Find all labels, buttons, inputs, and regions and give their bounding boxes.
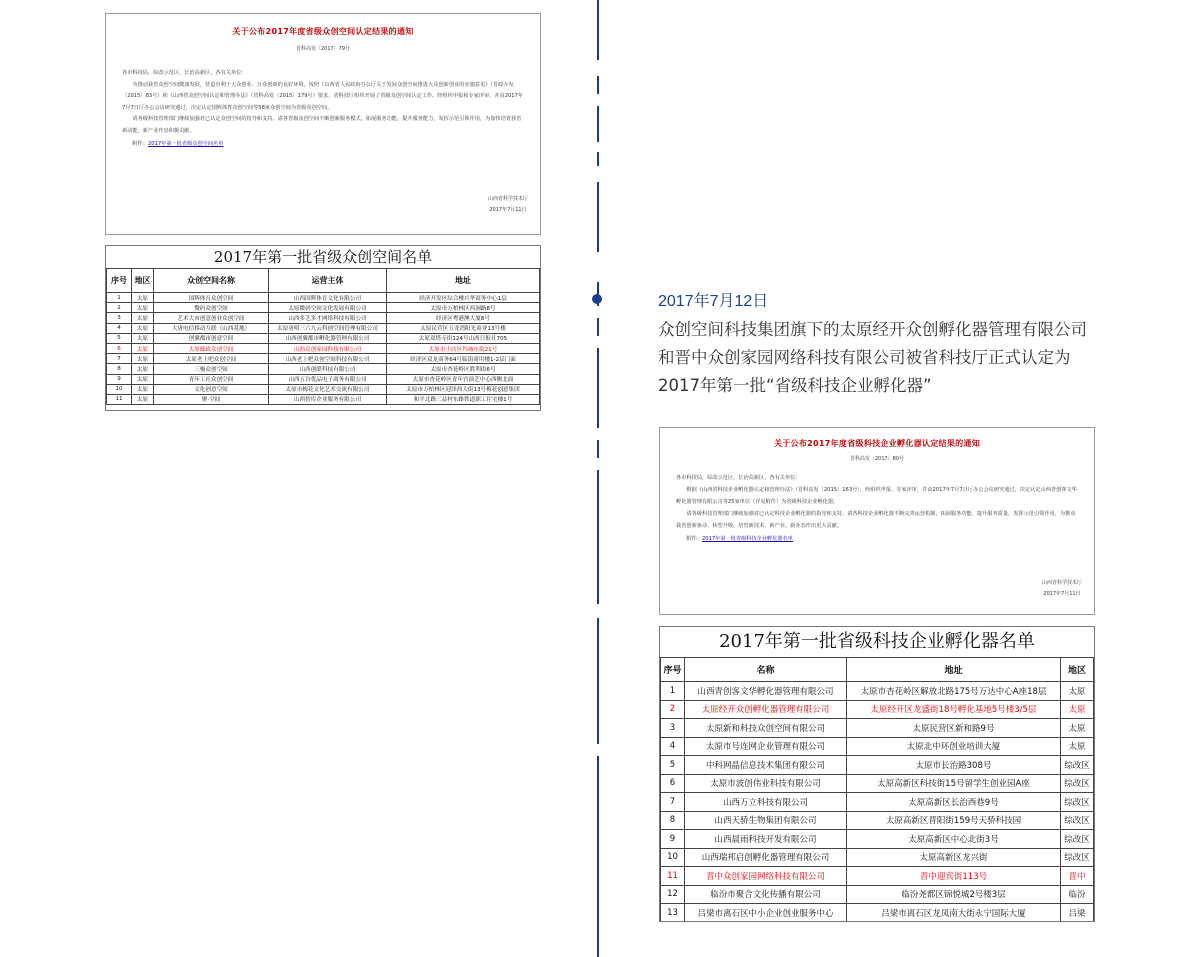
notice-reference: 晋科高发〔2017〕80号 xyxy=(849,456,905,462)
table-cell: 太原 xyxy=(132,354,154,364)
table-cell: 太原双塔寺街124号山西日报社705 xyxy=(387,333,540,343)
table-cell: 3 xyxy=(107,313,132,323)
table-cell: 山西青创客文华孵化器管理有限公司 xyxy=(685,682,847,701)
table-cell: 6 xyxy=(107,343,132,353)
table-cell: 聚·空间 xyxy=(154,394,269,404)
table-cell: 太原 xyxy=(1061,682,1094,701)
table-cell: 经济区粤港澳大厦8号 xyxy=(387,313,540,323)
timeline-date: 2017年7月12日 xyxy=(658,293,769,310)
table-row xyxy=(107,394,540,404)
table-cell: 晋中 xyxy=(1061,867,1094,886)
table-cell: 临汾 xyxy=(1061,885,1094,904)
timeline-gap xyxy=(595,94,601,106)
table-cell: 太原市杏花岭区青年宫演艺中心西侧北面 xyxy=(387,374,540,384)
notice-greeting: 各市科技局，综改示范区，长治高新区，各有关单位： xyxy=(676,475,801,481)
table-row xyxy=(661,719,1094,738)
timeline-dot xyxy=(592,294,602,304)
attachment-link[interactable]: 2017年第一批省级科技企业孵化器名单 xyxy=(701,536,793,542)
table-row xyxy=(107,374,540,384)
table-cell: 太原新和科技众创空间有限公司 xyxy=(685,719,847,738)
table-row xyxy=(661,682,1094,701)
description-line: 众创空间科技集团旗下的太原经开众创孵化器管理有限公司 xyxy=(658,320,1087,339)
table-cell: 太原民营区新和路9号 xyxy=(847,719,1061,738)
timeline-gap xyxy=(595,604,601,618)
notice-title: 关于公布2017年度省级众创空间认定结果的通知 xyxy=(232,27,414,36)
table-row xyxy=(107,343,540,353)
description-line: 2017年第一批“省级科技企业孵化器” xyxy=(658,376,932,395)
table-left xyxy=(105,245,541,411)
column-header: 地区 xyxy=(1061,658,1094,682)
table-cell: 太原 xyxy=(132,333,154,343)
table-cell: 10 xyxy=(661,848,685,867)
table-cell: 太原北中环创业培训大厦 xyxy=(847,737,1061,756)
sign-org: 山西省科学技术厅 xyxy=(1041,580,1082,586)
notice-reference: 晋科高发〔2017〕79号 xyxy=(295,46,351,52)
notice-attachment: 附件：2017年第一批省级科技企业孵化器名单 xyxy=(686,536,793,542)
table-cell: 山西五谷优品电子商务有限公司 xyxy=(269,374,387,384)
table-title: 2017年第一批省级科技企业孵化器名单 xyxy=(719,631,1035,652)
table-cell: 太原 xyxy=(132,313,154,323)
table-cell: 山西老上吧众创空间科技有限公司 xyxy=(269,354,387,364)
notice-body xyxy=(676,472,1078,532)
table-cell: 太原市万柏林区迎泽西大街13号梅花创意集团 xyxy=(387,384,540,394)
table-cell: 山西天骄生物集团有限公司 xyxy=(685,811,847,830)
notice-signature xyxy=(1042,578,1082,600)
table-cell: 山西众创家园科技有限公司 xyxy=(269,343,387,353)
table-cell: 吕梁市离石区中小企业创业服务中心 xyxy=(685,904,847,923)
table-cell: 太原市杏花岭区解放北路175号万达中心A座18层 xyxy=(847,682,1061,701)
table-cell: 太原 xyxy=(132,384,154,394)
table-cell: 太原 xyxy=(1061,719,1094,738)
table-cell: 9 xyxy=(661,830,685,849)
table-row xyxy=(661,756,1094,775)
table-cell: 太原 xyxy=(132,323,154,333)
column-header: 序号 xyxy=(661,658,685,682)
table-cell: 和平北路三益村东路铁道职工住宅楼1号 xyxy=(387,394,540,404)
table-cell: 青年工社众创空间 xyxy=(154,374,269,384)
table-cell: 太原老上吧众创空间 xyxy=(154,354,269,364)
table-row xyxy=(107,364,540,374)
table-cell: 综改区 xyxy=(1061,811,1094,830)
column-header: 地址 xyxy=(847,658,1061,682)
notice-paragraph: 为推动我省众创空间健康发展，营造有利于大众创业、万众创新的良好环境，按照《山西省人民政府办公厅关于发展众创空间推进大众创新创业的实施意见》（晋政办发〔2015〕83号）和《山西省众创空间认定和管理办法》（晋科高发〔2015〕179号）要求，省科技厅组织开展了省级众创空间认定工作。经组织申报和专家评审，并由2017年7月7日厅办公会议研究通过，决定认定国辉体育众创空间等58家众创空间为省级众创空间。 xyxy=(122,81,524,111)
table-cell: 山西晨雨科技开发有限公司 xyxy=(685,830,847,849)
sign-date: 2017年7月11日 xyxy=(489,207,527,213)
table-row xyxy=(107,354,540,364)
table-cell: 综改区 xyxy=(1061,774,1094,793)
table-row xyxy=(661,848,1094,867)
table-cell: 中科网晶信息技术集团有限公司 xyxy=(685,756,847,775)
notice-paragraph: 请各级科技管理部门继续加强对已认定科技企业孵化器的指导和支持。请各科技企业孵化器不断完善运营机制，拓展服务功能，提升服务质量，发挥示范引领作用，为推动我省创新驱动、转型升级，培育新技术、新产业、新业态作出更大贡献。 xyxy=(676,511,1076,529)
table-row xyxy=(661,830,1094,849)
table-cell: 太原市小店区坞城东街21号 xyxy=(387,343,540,353)
table-cell: 9 xyxy=(107,374,132,384)
table-cell: 太原市杏花岭区胜利街6号 xyxy=(387,364,540,374)
table-cell: 微码众创空间 xyxy=(154,303,269,313)
timeline-description xyxy=(658,316,1148,400)
table-cell: 2 xyxy=(107,303,132,313)
table-cell: 大唐电信移动互联（山西基地） xyxy=(154,323,269,333)
table-cell: 5 xyxy=(107,333,132,343)
table-cell: 6 xyxy=(661,774,685,793)
table-cell: 山西多艺多才网络科技有限公司 xyxy=(269,313,387,323)
table-row xyxy=(107,293,540,303)
table-cell: 临汾尧都区锦悦城2号楼3层 xyxy=(847,885,1061,904)
table-cell: 2 xyxy=(661,700,685,719)
table-row xyxy=(661,885,1094,904)
table-cell: 太原 xyxy=(132,343,154,353)
notice-attachment: 附件：2017年第一批省级众创空间名单 xyxy=(132,141,224,147)
table-row xyxy=(107,313,540,323)
table-cell: 太原市万柏林区西涧路8号 xyxy=(387,303,540,313)
column-header: 众创空间名称 xyxy=(154,269,269,293)
notice-title: 关于公布2017年度省级科技企业孵化器认定结果的通知 xyxy=(773,439,981,448)
attachment-link[interactable]: 2017年第一批省级众创空间名单 xyxy=(147,141,224,147)
table-cell: 太原经开众创孵化器管理有限公司 xyxy=(685,700,847,719)
timeline-gap xyxy=(595,306,601,318)
table-cell: 山西创联科技有限公司 xyxy=(269,364,387,374)
table-row xyxy=(107,303,540,313)
timeline-gap xyxy=(595,60,601,76)
table-cell: 经济区双龙商务64号临街商用楼1-2层门面 xyxy=(387,354,540,364)
table-cell: 吕梁 xyxy=(1061,904,1094,923)
table-row xyxy=(661,793,1094,812)
table-cell: 吕梁市离石区龙凤南大街永宁国际大厦 xyxy=(847,904,1061,923)
table-cell: 艺术大市创意创业众创空间 xyxy=(154,313,269,323)
notice-paragraph: 请各级科技管理部门继续加强对已认定众创空间的指导和支持。请各省级众创空间不断创新服务模式，拓展服务功能，提升服务能力，发挥示范引领作用，为加快培育我省新动能，新产业作出积极贡献。 xyxy=(122,116,522,134)
column-header: 地区 xyxy=(132,269,154,293)
timeline-gap xyxy=(595,744,601,756)
table-cell: 7 xyxy=(661,793,685,812)
timeline-gap xyxy=(595,252,601,282)
table-cell: 创翼都市创意空间 xyxy=(154,333,269,343)
table-cell: 4 xyxy=(107,323,132,333)
table-row xyxy=(661,904,1094,923)
table-cell: 太原经开区龙盛街18号孵化基地5号楼3/5层 xyxy=(847,700,1061,719)
table-cell: 太原高新区龙兴街 xyxy=(847,848,1061,867)
description-line: 和晋中众创家园网络科技有限公司被省科技厅正式认定为 xyxy=(658,348,1071,367)
timeline-gap xyxy=(595,428,601,440)
table-cell: 太原市号连网企业管理有限公司 xyxy=(685,737,847,756)
notice-greeting: 各市科技局，综改示范区，长治高新区，各有关单位： xyxy=(122,70,247,76)
table-cell: 晋中众创家园网络科技有限公司 xyxy=(685,867,847,886)
table-right xyxy=(659,626,1095,922)
table-cell: 5 xyxy=(661,756,685,775)
table-cell: 太原市波创伟业科技有限公司 xyxy=(685,774,847,793)
table-cell: 10 xyxy=(107,384,132,394)
table-cell: 11 xyxy=(661,867,685,886)
table-cell: 经济开发区综合楼兴华商务中心1层 xyxy=(387,293,540,303)
notice-right-document xyxy=(659,427,1095,615)
notice-body xyxy=(122,68,524,137)
table-cell: 太原 xyxy=(1061,700,1094,719)
table-cell: 太原 xyxy=(132,374,154,384)
table-row xyxy=(661,867,1094,886)
table-title: 2017年第一批省级众创空间名单 xyxy=(213,248,433,266)
table-cell: 1 xyxy=(661,682,685,701)
table-cell: 4 xyxy=(661,737,685,756)
sign-date: 2017年7月11日 xyxy=(1043,591,1081,597)
table-cell: 7 xyxy=(107,354,132,364)
data-table xyxy=(660,657,1094,922)
table-cell: 综改区 xyxy=(1061,848,1094,867)
table-cell: 山西瑞邦启创孵化器管理有限公司 xyxy=(685,848,847,867)
table-cell: 综改区 xyxy=(1061,830,1094,849)
table-cell: 综改区 xyxy=(1061,793,1094,812)
table-cell: 13 xyxy=(661,904,685,923)
table-cell: 太原 xyxy=(1061,737,1094,756)
table-cell: 太原市梅花文化艺术交流有限公司 xyxy=(269,384,387,394)
table-cell: 太原高新区长治西巷9号 xyxy=(847,793,1061,812)
table-cell: 太原 xyxy=(132,303,154,313)
table-cell: 国辉体育众创空间 xyxy=(154,293,269,303)
table-row xyxy=(661,737,1094,756)
table-cell: 太原高新区晋阳街159号天骄科技园 xyxy=(847,811,1061,830)
table-cell: 12 xyxy=(661,885,685,904)
table-cell: 临汾市聚合文化传播有限公司 xyxy=(685,885,847,904)
table-cell: 1 xyxy=(107,293,132,303)
table-row xyxy=(661,700,1094,719)
table-cell: 山西国辉体育文化有限公司 xyxy=(269,293,387,303)
table-cell: 11 xyxy=(107,394,132,404)
notice-left-document xyxy=(105,13,541,235)
table-row xyxy=(107,323,540,333)
column-header: 运营主体 xyxy=(269,269,387,293)
column-header: 序号 xyxy=(107,269,132,293)
table-cell: 8 xyxy=(661,811,685,830)
table-cell: 三极众创空间 xyxy=(154,364,269,374)
table-cell: 太原高新区科技街15号留学生创业园A座 xyxy=(847,774,1061,793)
timeline-gap xyxy=(595,336,601,348)
column-header: 名称 xyxy=(685,658,847,682)
table-cell: 8 xyxy=(107,364,132,374)
table-cell: 山西创翼都市孵化器管理有限公司 xyxy=(269,333,387,343)
table-cell: 太原高新区中心北街3号 xyxy=(847,830,1061,849)
timeline-gap xyxy=(595,166,601,182)
table-row xyxy=(107,333,540,343)
table-cell: 3 xyxy=(661,719,685,738)
data-table xyxy=(106,268,540,405)
column-header: 地址 xyxy=(387,269,540,293)
table-cell: 太原民营区五龙湾阳光商业13号楼 xyxy=(387,323,540,333)
timeline-gap xyxy=(595,142,601,152)
notice-signature xyxy=(488,194,528,216)
table-cell: 山西智库企业服务有限公司 xyxy=(269,394,387,404)
table-row xyxy=(661,774,1094,793)
table-cell: 太原微码空间文化发展有限公司 xyxy=(269,303,387,313)
table-row xyxy=(107,384,540,394)
table-cell: 晋中迎宾街113号 xyxy=(847,867,1061,886)
table-cell: 综改区 xyxy=(1061,756,1094,775)
table-cell: 太原 xyxy=(132,293,154,303)
table-cell: 太原 xyxy=(132,364,154,374)
table-cell: 太原 xyxy=(132,394,154,404)
table-cell: 山西万立科技有限公司 xyxy=(685,793,847,812)
table-cell: 太原市长治路308号 xyxy=(847,756,1061,775)
table-row xyxy=(661,811,1094,830)
timeline-gap xyxy=(595,458,601,470)
table-cell: 太原邮政众创空间 xyxy=(154,343,269,353)
table-cell: 太原唐明三六九云科创空间管理有限公司 xyxy=(269,323,387,333)
notice-paragraph: 根据《山西省科技企业孵化器认定和管理办法》（晋科高发〔2015〕163号），经组织申报、专家评审，并由2017年7月7日厅办公会议研究通过，决定认定山西青创客文华孵化器管理有限公司等25家单位（详见附件）为省级科技企业孵化器。 xyxy=(676,487,1077,505)
sign-org: 山西省科学技术厅 xyxy=(487,196,528,202)
table-cell: 文化创意空间 xyxy=(154,384,269,394)
